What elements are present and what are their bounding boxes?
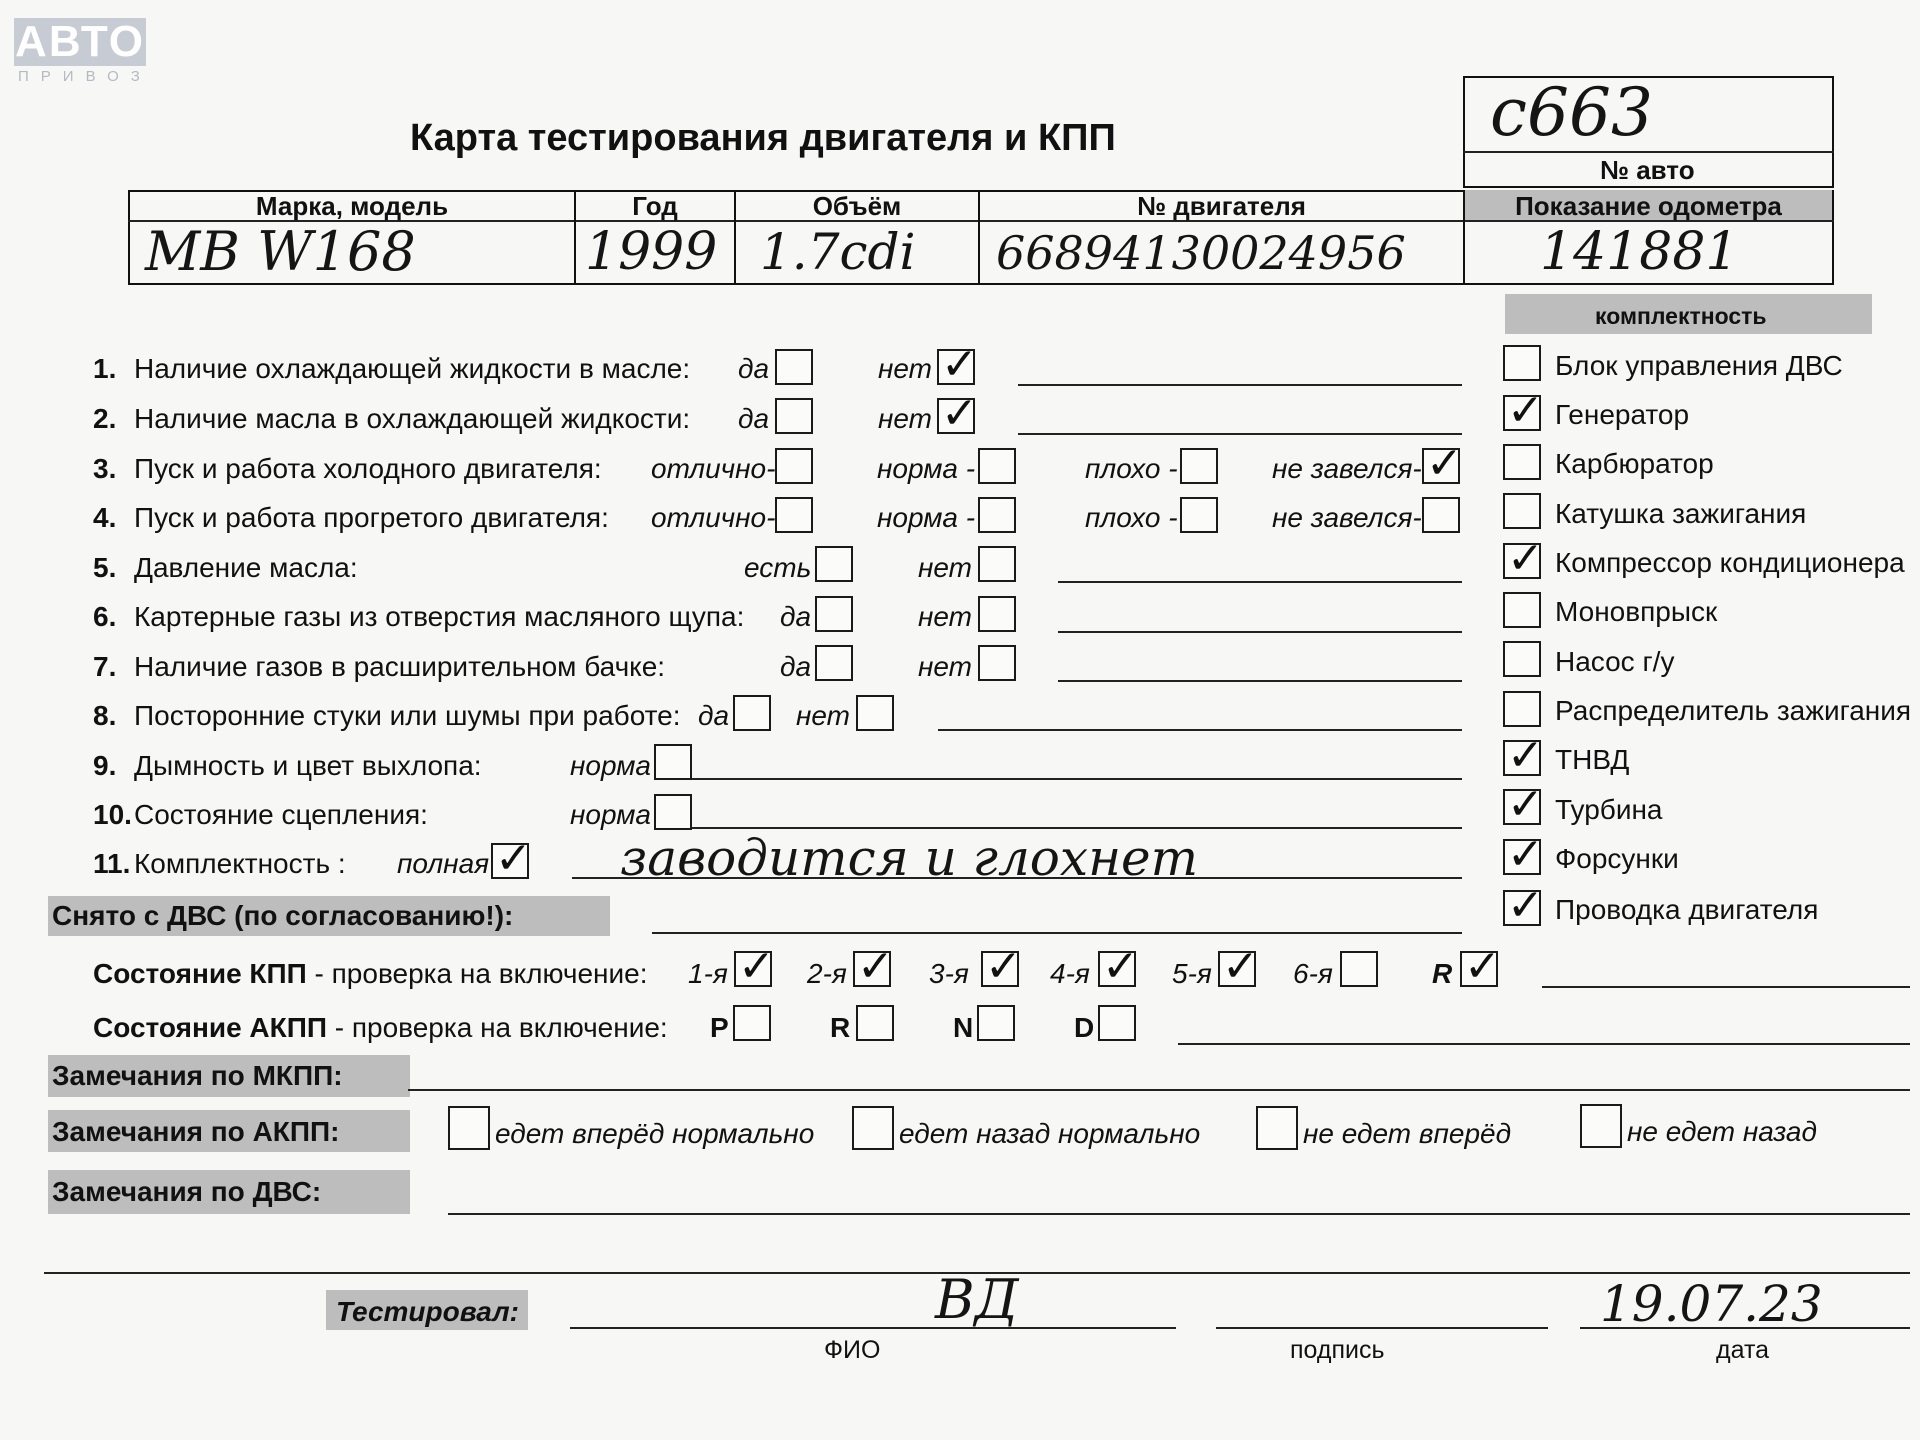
option-label: полная [397, 848, 490, 879]
option-checkbox[interactable] [654, 794, 692, 830]
header-col-engine-no: № двигателя [1137, 190, 1306, 221]
question-number: 11. [93, 848, 131, 879]
option-checkbox[interactable] [1180, 448, 1218, 484]
remarks-dvs-label: Замечания по ДВС: [52, 1176, 322, 1207]
option-label: отлично- [651, 502, 776, 533]
option-checkbox[interactable] [978, 497, 1016, 533]
option-label: не завелся- [1272, 453, 1422, 484]
page-title: Карта тестирования двигателя и КПП [410, 117, 1116, 159]
completeness-note: заводится и глохнет [620, 829, 1199, 887]
equipment-label: Турбина [1555, 794, 1663, 825]
question-number: 5. [93, 552, 117, 583]
question-number: 8. [93, 700, 117, 731]
option-label: плохо - [1085, 502, 1178, 533]
signature-label: подпись [1290, 1336, 1385, 1364]
gear-label: 1-я [688, 958, 728, 989]
equipment-checkbox[interactable] [1503, 493, 1541, 529]
header-col-odometer: Показание одометра [1515, 190, 1782, 221]
akpp-position-checkbox[interactable] [1098, 1005, 1136, 1041]
gear-checkbox[interactable] [1098, 951, 1136, 987]
akpp-remark-label: едет назад нормально [899, 1118, 1201, 1149]
question-label: Пуск и работа прогретого двигателя: [134, 502, 609, 533]
logo: АВТО [15, 17, 145, 66]
question-label: Наличие охлаждающей жидкости в масле: [134, 353, 691, 384]
akpp-remark-label: не едет вперёд [1303, 1118, 1512, 1149]
engine-number-value: 66894130024956 [996, 226, 1406, 280]
option-checkbox[interactable] [937, 349, 975, 385]
equipment-checkbox[interactable] [1503, 740, 1541, 776]
equipment-checkbox[interactable] [1503, 789, 1541, 825]
akpp-position-label: N [953, 1012, 974, 1043]
option-label: норма - [877, 502, 976, 533]
equipment-label: Компрессор кондиционера [1555, 547, 1905, 578]
option-checkbox[interactable] [775, 497, 813, 533]
akpp-position-checkbox[interactable] [856, 1005, 894, 1041]
equipment-label: Проводка двигателя [1555, 894, 1819, 925]
volume-value: 1.7cdi [760, 223, 916, 281]
option-label: нет [918, 601, 972, 632]
equipment-checkbox[interactable] [1503, 395, 1541, 431]
option-label: да [738, 353, 770, 384]
akpp-position-label: P [710, 1012, 729, 1043]
akpp-remark-checkbox[interactable] [852, 1106, 894, 1150]
question-label: Дымность и цвет выхлопа: [134, 750, 482, 781]
equipment-checkbox[interactable] [1503, 345, 1541, 381]
option-label: нет [878, 353, 932, 384]
question-label: Наличие газов в расширительном бачке: [134, 651, 666, 682]
equipment-checkbox[interactable] [1503, 890, 1541, 926]
date-value: 19.07.23 [1600, 1275, 1823, 1333]
gear-label: 2-я [807, 958, 847, 989]
option-checkbox[interactable] [815, 596, 853, 632]
question-label: Комплектность : [134, 848, 346, 879]
equipment-label: Распределитель зажигания [1555, 695, 1912, 726]
gear-checkbox[interactable] [734, 951, 772, 987]
equipment-checkbox[interactable] [1503, 444, 1541, 480]
equipment-label: Насос г/у [1555, 646, 1675, 677]
date-label: дата [1716, 1336, 1770, 1364]
option-checkbox[interactable] [733, 695, 771, 731]
option-checkbox[interactable] [775, 349, 813, 385]
equipment-label: Катушка зажигания [1555, 498, 1807, 529]
header-col-model: Марка, модель [255, 190, 449, 221]
akpp-remark-checkbox[interactable] [1580, 1104, 1622, 1148]
option-checkbox[interactable] [978, 645, 1016, 681]
option-label: не завелся- [1272, 502, 1422, 533]
question-label: Давление масла: [134, 552, 358, 583]
car-number-value: с663 [1490, 74, 1653, 151]
option-label: да [780, 601, 812, 632]
akpp-remark-label: не едет назад [1627, 1116, 1817, 1147]
akpp-remark-checkbox[interactable] [448, 1106, 490, 1150]
gear-checkbox[interactable] [853, 951, 891, 987]
kpp-label: Состояние КПП - проверка на включение: [93, 958, 648, 989]
question-number: 2. [93, 403, 117, 434]
option-label: нет [878, 403, 932, 434]
logo-subtitle: ПРИВОЗ [18, 68, 152, 85]
remarks-mkpp-label: Замечания по МКПП: [52, 1060, 343, 1091]
equipment-checkbox[interactable] [1503, 641, 1541, 677]
option-checkbox[interactable] [978, 546, 1016, 582]
equipment-label: Блок управления ДВС [1555, 350, 1843, 381]
option-checkbox[interactable] [815, 546, 853, 582]
gear-label: 6-я [1293, 958, 1333, 989]
tester-name-value: ВД [935, 1268, 1019, 1331]
akpp-position-checkbox[interactable] [977, 1005, 1015, 1041]
fio-label: ФИО [824, 1336, 881, 1364]
question-number: 1. [93, 353, 117, 384]
header-col-year: Год [632, 190, 678, 221]
model-value: МВ W168 [145, 220, 416, 283]
equipment-label: Карбюратор [1555, 448, 1714, 479]
akpp-position-checkbox[interactable] [733, 1005, 771, 1041]
gear-checkbox[interactable] [1340, 951, 1378, 987]
question-number: 7. [93, 651, 117, 682]
equipment-label: Моновпрыск [1555, 596, 1718, 627]
akpp-position-label: D [1074, 1012, 1095, 1043]
equipment-label: ТНВД [1555, 744, 1630, 775]
question-number: 6. [93, 601, 117, 632]
equipment-label: Генератор [1555, 399, 1690, 430]
option-checkbox[interactable] [775, 448, 813, 484]
car-number-label: № авто [1600, 155, 1695, 185]
question-number: 3. [93, 453, 117, 484]
akpp-remark-label: едет вперёд нормально [495, 1118, 815, 1149]
question-number: 10. [93, 799, 132, 830]
equipment-label: Форсунки [1555, 843, 1679, 874]
option-checkbox[interactable] [1180, 497, 1218, 533]
question-label: Пуск и работа холодного двигателя: [134, 453, 602, 484]
gear-checkbox[interactable] [1460, 951, 1498, 987]
gear-label: 5-я [1172, 958, 1212, 989]
option-label: норма - [877, 453, 976, 484]
option-checkbox[interactable] [1422, 497, 1460, 533]
question-number: 9. [93, 750, 117, 781]
gear-label: 3-я [929, 958, 969, 989]
option-checkbox[interactable] [815, 645, 853, 681]
akpp-position-label: R [830, 1012, 851, 1043]
akpp-remark-checkbox[interactable] [1256, 1106, 1298, 1150]
question-number: 4. [93, 502, 117, 533]
option-checkbox[interactable] [937, 398, 975, 434]
option-label: да [780, 651, 812, 682]
option-label: есть [744, 552, 812, 583]
option-checkbox[interactable] [775, 398, 813, 434]
question-label: Наличие масла в охлаждающей жидкости: [134, 403, 691, 434]
option-label: да [698, 700, 730, 731]
option-checkbox[interactable] [1422, 448, 1460, 484]
remarks-akpp-label: Замечания по АКПП: [52, 1116, 340, 1147]
equipment-title: комплектность [1595, 303, 1767, 329]
option-checkbox[interactable] [491, 843, 529, 879]
gear-label: R [1432, 958, 1453, 989]
gear-checkbox[interactable] [1218, 951, 1256, 987]
removed-label: Снято с ДВС (по согласованию!): [52, 900, 514, 931]
option-label: да [738, 403, 770, 434]
option-label: норма [570, 750, 652, 781]
odometer-value: 141881 [1540, 222, 1739, 282]
gear-label: 4-я [1050, 958, 1090, 989]
equipment-checkbox[interactable] [1503, 691, 1541, 727]
option-label: нет [918, 552, 972, 583]
equipment-checkbox[interactable] [1503, 839, 1541, 875]
question-label: Состояние сцепления: [134, 799, 428, 830]
year-value: 1999 [585, 222, 718, 282]
option-label: нет [918, 651, 972, 682]
option-checkbox[interactable] [978, 596, 1016, 632]
option-label: плохо - [1085, 453, 1178, 484]
equipment-checkbox[interactable] [1503, 543, 1541, 579]
tested-label: Тестировал: [336, 1296, 519, 1327]
question-label: Картерные газы из отверстия масляного щупа: [134, 601, 745, 632]
gear-checkbox[interactable] [981, 951, 1019, 987]
option-label: норма [570, 799, 652, 830]
option-label: отлично- [651, 453, 776, 484]
equipment-checkbox[interactable] [1503, 592, 1541, 628]
question-label: Посторонние стуки или шумы при работе: [134, 700, 681, 731]
header-col-volume: Объём [812, 190, 902, 221]
akpp-label: Состояние АКПП - проверка на включение: [93, 1012, 668, 1043]
option-checkbox[interactable] [978, 448, 1016, 484]
option-checkbox[interactable] [654, 744, 692, 780]
option-checkbox[interactable] [856, 695, 894, 731]
option-label: нет [796, 700, 850, 731]
